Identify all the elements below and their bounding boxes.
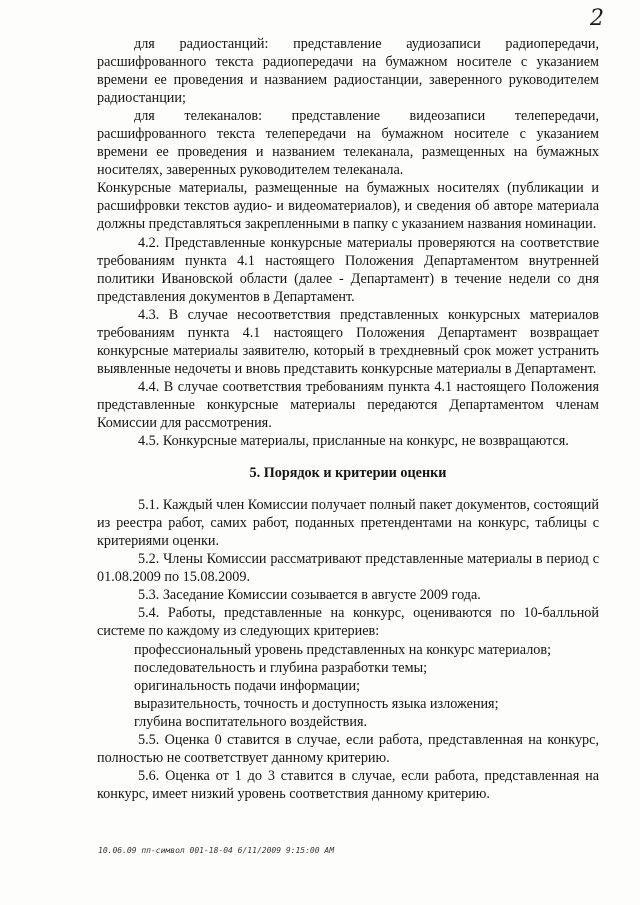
- paragraph-5-5: 5.5. Оценка 0 ставится в случае, если работа, представленная на конкурс, полностью не соответствует данному критерию.: [97, 731, 599, 766]
- criteria-item: оригинальность подачи информации;: [134, 677, 361, 694]
- paragraph-5-1: 5.1. Каждый член Комиссии получает полный пакет документов, состоящий из реестра работ, самих работ, поданных претендентами на конкурс, таблицы с критериями оценки.: [97, 497, 599, 550]
- criteria-item: последовательность и глубина разработки темы;: [134, 659, 428, 676]
- paragraph-materials: Конкурсные материалы, размещенные на бумажных носителях (публикации и расшифровки текстов аудио- и видеоматериалов), и сведения об авторе материала должны представляться закрепленными в папку с указанием названия номинации.: [97, 180, 599, 233]
- section-heading: 5. Порядок и критерии оценки: [249, 465, 447, 482]
- paragraph-radio: для радиостанций: представление аудиозаписи радиопередачи, расшифрованного текста радиопередачи на бумажном носителе с указанием времени ее проведения и названием радиостанции, заверенного руководителем радиостанции;: [97, 36, 599, 107]
- paragraph-4-2: 4.2. Представленные конкурсные материалы проверяются на соответствие требованиям пункта 4.1 настоящего Положения Департаментом внутренней политики Ивановской области (далее - Департамент) в течение недели со дня представления документов в Департамент.: [97, 234, 599, 305]
- paragraph-tv: для телеканалов: представление видеозаписи телепередачи, расшифрованного текста телепередачи на бумажном носителе с указанием времени ее проведения и названием телеканала, размещенных на бумажных носителях, заверенных руководителем телеканала.: [97, 108, 599, 179]
- criteria-list: [97, 641, 599, 731]
- criteria-item: профессиональный уровень представленных на конкурс материалов;: [134, 641, 552, 658]
- paragraph-4-4: 4.4. В случае соответствия требованиям пункта 4.1 настоящего Положения представленные конкурсные материалы передаются Департаментом членам Комиссии для рассмотрения.: [97, 378, 599, 431]
- document-body: [97, 35, 599, 803]
- paragraph-4-3: 4.3. В случае несоответствия представленных конкурсных материалов требованиям пункта 4.1 настоящего Положения Департамент возвращает конкурсные материалы заявителю, который в трехдневный срок может устранить выявленные недочеты и вновь представить конкурсные материалы в Департамент.: [97, 306, 599, 377]
- paragraph-4-5: 4.5. Конкурсные материалы, присланные на конкурс, не возвращаются.: [138, 433, 569, 450]
- criteria-item: выразительность, точность и доступность языка изложения;: [134, 695, 499, 712]
- document-footer: 10.06.09 пп-символ 001-18-04 6/11/2009 9:15:00 AM: [98, 846, 335, 855]
- paragraph-5-2: 5.2. Члены Комиссии рассматривают представленные материалы в период с 01.08.2009 по 15.08.2009.: [97, 551, 599, 586]
- paragraph-5-3: 5.3. Заседание Комиссии созывается в августе 2009 года.: [138, 587, 481, 604]
- criteria-item: глубина воспитательного воздействия.: [134, 713, 368, 730]
- paragraph-5-6: 5.6. Оценка от 1 до 3 ставится в случае, если работа, представленная на конкурс, имеет низкий уровень соответствия данному критерию.: [97, 767, 599, 802]
- paragraph-5-4: 5.4. Работы, представленные на конкурс, оцениваются по 10-балльной системе по каждому из следующих критериев:: [97, 605, 599, 640]
- page-number: 2: [590, 6, 604, 31]
